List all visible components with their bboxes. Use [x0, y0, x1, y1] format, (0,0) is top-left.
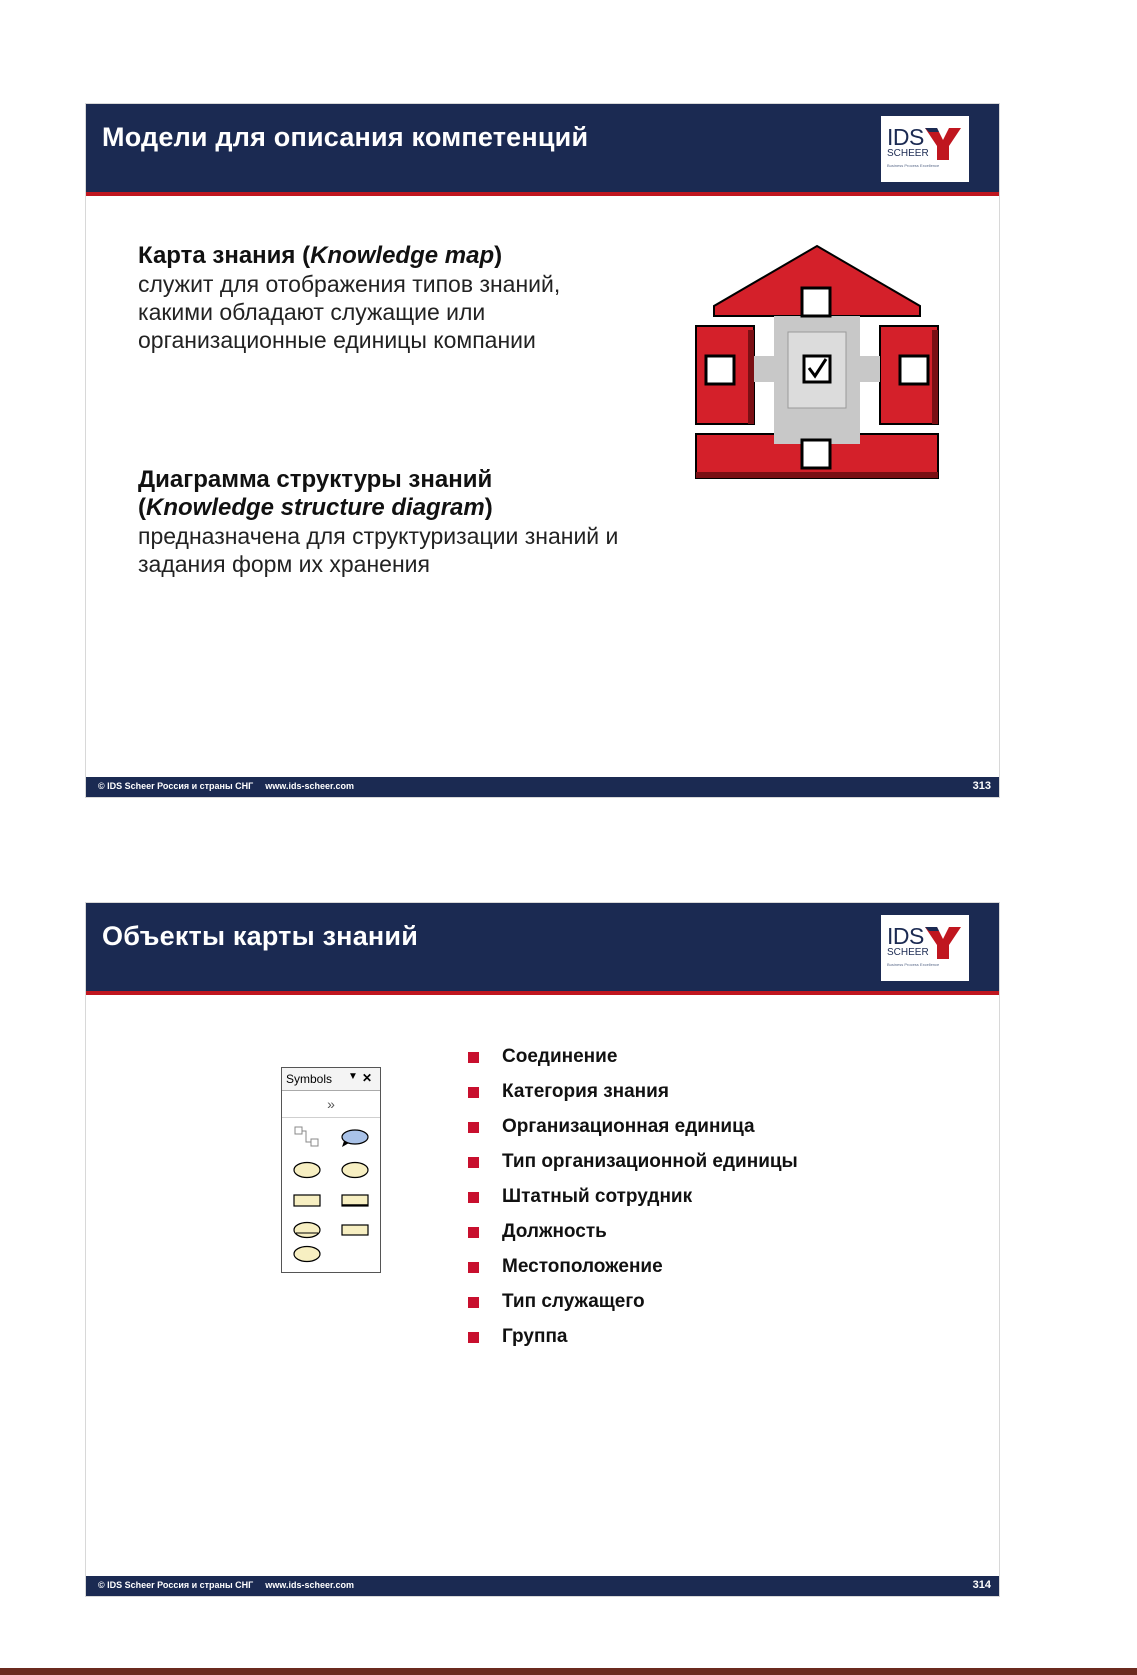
ellipse-icon[interactable] — [340, 1160, 370, 1180]
knowledge-structure-block — [138, 466, 698, 578]
footer-url: www.ids-scheer.com — [265, 1580, 354, 1590]
bullet-square-icon — [468, 1227, 479, 1238]
bullet-square-icon — [468, 1262, 479, 1273]
symbols-panel[interactable] — [281, 1067, 381, 1273]
expand-more-button[interactable]: » — [282, 1091, 380, 1118]
logo-ids-text: IDS — [887, 923, 924, 949]
rectangle-icon[interactable] — [340, 1222, 370, 1240]
list-item — [466, 1185, 798, 1220]
page-number: 314 — [972, 1579, 991, 1591]
connection-symbol-icon[interactable] — [294, 1126, 320, 1148]
footer-copyright — [98, 781, 354, 791]
bullet-square-icon — [468, 1122, 479, 1133]
object-list — [466, 1045, 798, 1360]
bullet-square-icon — [468, 1192, 479, 1203]
symbols-panel-title: Symbols — [286, 1072, 333, 1086]
title-italic: Knowledge map — [310, 242, 495, 269]
logo-tagline: Business Process Excellence — [887, 163, 940, 168]
list-item-label: Организационная единица — [502, 1116, 755, 1137]
copyright-text: © IDS Scheer Россия и страны СНГ — [98, 781, 254, 791]
list-item-label: Категория знания — [502, 1081, 669, 1102]
bullet-square-icon — [468, 1087, 479, 1098]
description-line: задания форм их хранения — [138, 551, 430, 577]
title-suffix: ) — [494, 242, 503, 269]
dropdown-arrow-icon[interactable]: ▼ — [348, 1071, 358, 1082]
description-line: служит для отображения типов знаний, — [138, 271, 561, 297]
slide-title: Объекты карты знаний — [102, 921, 419, 951]
title-prefix: Карта знания ( — [138, 242, 311, 269]
logo-y-mark-icon — [925, 925, 961, 961]
logo-scheer-text: SCHEER — [887, 947, 929, 958]
knowledge-category-icon[interactable] — [340, 1128, 370, 1148]
logo-ids-text: IDS — [887, 124, 924, 150]
description-line: предназначена для структуризации знаний и — [138, 523, 619, 549]
ids-scheer-logo — [881, 116, 969, 182]
close-icon[interactable]: ✕ — [362, 1071, 373, 1085]
ellipse-icon[interactable] — [292, 1220, 322, 1240]
ids-scheer-logo — [881, 915, 969, 981]
title-italic: Knowledge structure diagram — [146, 494, 485, 521]
list-item-label: Тип организационной единицы — [502, 1151, 798, 1172]
knowledge-map-title — [138, 242, 658, 270]
list-item-label: Местоположение — [502, 1256, 663, 1277]
list-item-label: Должность — [502, 1221, 607, 1242]
logo-scheer-text: SCHEER — [887, 148, 929, 159]
list-item — [466, 1045, 798, 1080]
slide-footer — [86, 1576, 999, 1596]
title-prefix: ( — [138, 494, 146, 521]
rectangle-icon[interactable] — [292, 1192, 322, 1210]
list-item — [466, 1220, 798, 1255]
list-item — [466, 1325, 798, 1360]
house-model-icon — [692, 244, 942, 484]
logo-y-mark-icon — [925, 126, 961, 162]
slide-header — [86, 104, 999, 196]
description-line: какими обладают служащие или — [138, 299, 486, 325]
knowledge-structure-subtitle — [138, 494, 698, 522]
list-item-label: Тип служащего — [502, 1291, 645, 1312]
description-line: организационные единицы компании — [138, 327, 536, 353]
knowledge-map-block — [138, 242, 658, 354]
page-number: 313 — [972, 780, 991, 792]
title-suffix: ) — [484, 494, 493, 521]
list-item — [466, 1115, 798, 1150]
logo-tagline: Business Process Excellence — [887, 962, 940, 967]
list-item — [466, 1080, 798, 1115]
symbols-panel-header — [282, 1068, 380, 1091]
list-item — [466, 1150, 798, 1185]
bullet-square-icon — [468, 1052, 479, 1063]
footer-copyright — [98, 1580, 354, 1590]
bullet-square-icon — [468, 1157, 479, 1168]
rectangle-icon[interactable] — [340, 1192, 370, 1210]
ellipse-icon[interactable] — [292, 1160, 322, 1180]
list-item-label: Группа — [502, 1326, 568, 1347]
copyright-text: © IDS Scheer Россия и страны СНГ — [98, 1580, 254, 1590]
ellipse-icon[interactable] — [292, 1244, 322, 1264]
page-bottom-edge — [0, 1668, 1137, 1675]
list-item — [466, 1255, 798, 1290]
slide-footer — [86, 777, 999, 797]
slide-header — [86, 903, 999, 995]
slide-314 — [85, 902, 1000, 1597]
knowledge-structure-title: Диаграмма структуры знаний — [138, 466, 493, 493]
checkbox-icon — [804, 356, 830, 382]
bullet-square-icon — [468, 1297, 479, 1308]
slide-313 — [85, 103, 1000, 798]
list-item-label: Штатный сотрудник — [502, 1186, 693, 1207]
bullet-square-icon — [468, 1332, 479, 1343]
list-item-label: Соединение — [502, 1046, 618, 1067]
slide-title: Модели для описания компетенций — [102, 122, 589, 152]
list-item — [466, 1290, 798, 1325]
footer-url: www.ids-scheer.com — [265, 781, 354, 791]
